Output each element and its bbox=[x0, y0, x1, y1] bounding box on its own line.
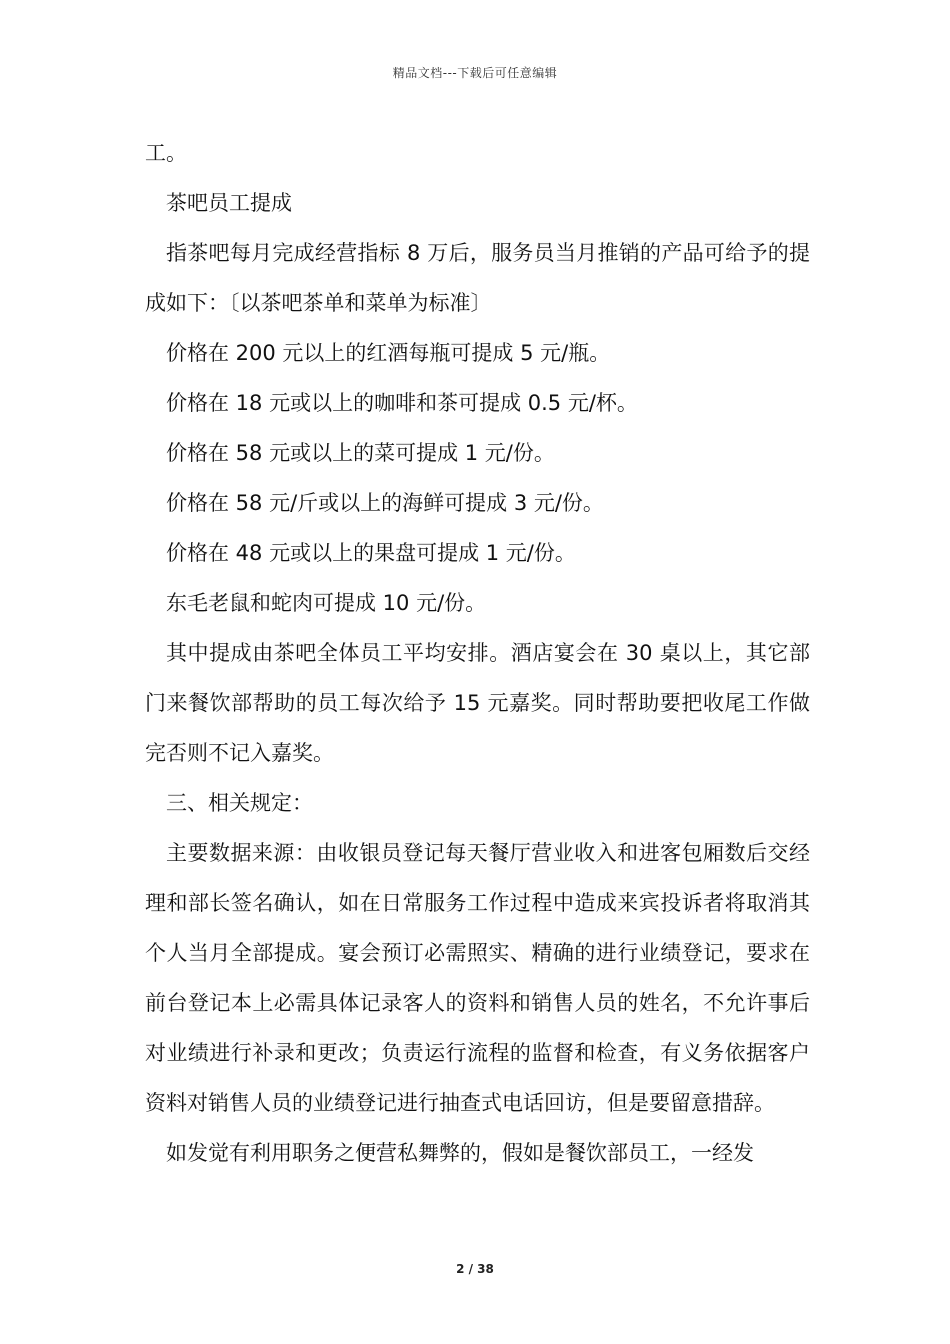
page-number: 2 / 38 bbox=[456, 1262, 494, 1276]
paragraph: 主要数据来源：由收银员登记每天餐厅营业收入和进客包厢数后交经理和部长签名确认，如在日常服务工作过程中造成来宾投诉者将取消其个人当月全部提成。宴会预订必需照实、精确的进行业绩登记，要求在前台登记本上必需具体记录客人的资料和销售人员的姓名，不允许事后对业绩进行补录和更改；负责运行流程的监督和检查，有义务依据客户资料对销售人员的业绩登记进行抽查式电话回访，但是要留意措辞。 bbox=[145, 841, 810, 1115]
paragraph: 工。 bbox=[145, 141, 187, 165]
list-item: 价格在 58 元/斤或以上的海鲜可提成 3 元/份。 bbox=[166, 491, 604, 515]
list-item: 价格在 200 元以上的红酒每瓶可提成 5 元/瓶。 bbox=[166, 341, 611, 365]
paragraph: 如发觉有利用职务之便营私舞弊的，假如是餐饮部员工，一经发 bbox=[166, 1141, 754, 1165]
page-header: 精品文档---下载后可任意编辑 bbox=[392, 66, 558, 80]
document-body bbox=[145, 128, 810, 1178]
paragraph: 其中提成由茶吧全体员工平均安排。酒店宴会在 30 桌以上，其它部门来餐饮部帮助的员工每次给予 15 元嘉奖。同时帮助要把收尾工作做完否则不记入嘉奖。 bbox=[145, 641, 810, 765]
paragraph: 指茶吧每月完成经营指标 8 万后，服务员当月推销的产品可给予的提成如下：〔以茶吧茶单和菜单为标准〕 bbox=[145, 241, 810, 315]
list-item: 价格在 58 元或以上的菜可提成 1 元/份。 bbox=[166, 441, 555, 465]
list-item: 东毛老鼠和蛇肉可提成 10 元/份。 bbox=[166, 591, 487, 615]
list-item: 价格在 48 元或以上的果盘可提成 1 元/份。 bbox=[166, 541, 576, 565]
list-item: 价格在 18 元或以上的咖啡和茶可提成 0.5 元/杯。 bbox=[166, 391, 638, 415]
section-heading: 茶吧员工提成 bbox=[166, 191, 292, 215]
section-heading: 三、相关规定： bbox=[166, 791, 313, 815]
